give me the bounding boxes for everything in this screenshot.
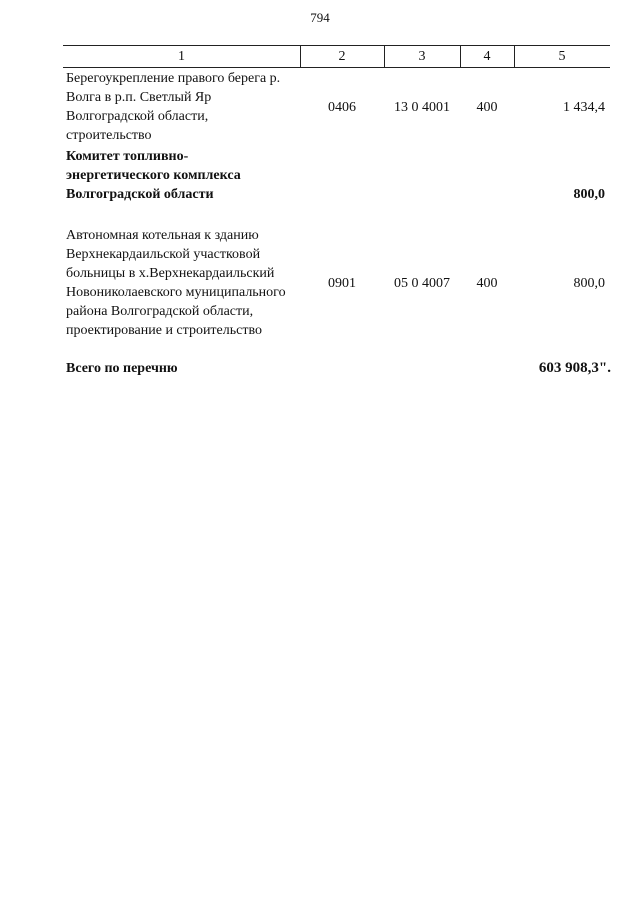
page-number: 794 <box>310 10 330 25</box>
column-header-5: 5 <box>558 49 566 64</box>
row-1-amount: 1 434,4 <box>563 100 605 115</box>
table-header-rule <box>63 67 610 68</box>
row-2-amount: 800,0 <box>573 187 605 202</box>
row-3-code-target: 05 0 4007 <box>394 276 450 291</box>
row-3-code-type: 400 <box>476 276 498 291</box>
row-3-name: Автономная котельная к зданию Верхнекардаильской участковой больницы в х.Верхнекардаильский Новониколаевского муниципального района Волгоградской области, проектирование и строительство <box>66 228 286 338</box>
column-header-4: 4 <box>483 49 491 64</box>
row-3-code-section: 0901 <box>328 276 356 291</box>
column-header-2: 2 <box>338 49 346 64</box>
total-label: Всего по перечню <box>66 361 178 376</box>
column-header-1: 1 <box>178 49 185 64</box>
row-3-amount: 800,0 <box>573 276 605 291</box>
row-1-code-target: 13 0 4001 <box>394 100 450 115</box>
column-header-3: 3 <box>418 49 426 64</box>
total-amount: 603 908,3". <box>538 360 611 376</box>
row-1-code-section: 0406 <box>328 100 356 115</box>
row-2-name: Комитет топливно-энергетического комплекса Волгоградской области <box>66 149 241 202</box>
row-1-code-type: 400 <box>476 100 498 115</box>
table-top-rule <box>63 45 610 46</box>
row-1-name: Берегоукрепление правого берега р. Волга в р.п. Светлый Яр Волгоградской области, строительство <box>66 71 281 143</box>
